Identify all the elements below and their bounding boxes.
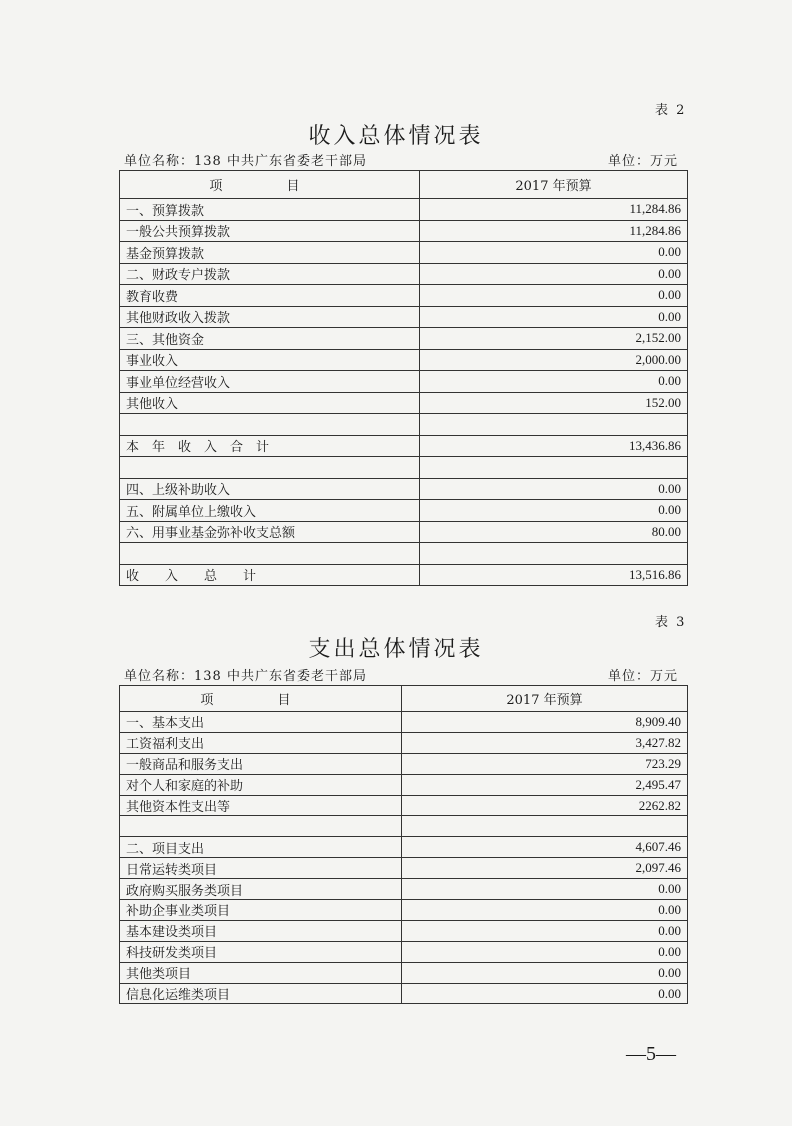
table-row xyxy=(120,500,688,522)
table-row xyxy=(120,306,688,328)
row-item: 二、项目支出 xyxy=(120,837,402,858)
row-amount: 152.00 xyxy=(420,392,688,414)
income-table xyxy=(119,170,688,586)
row-item: 三、其他资金 xyxy=(120,328,420,350)
row-item xyxy=(120,543,420,565)
table-row xyxy=(120,941,688,962)
row-item: 本 年 收 入 合 计 xyxy=(120,435,420,457)
header-item: 项 目 xyxy=(120,686,402,712)
row-item: 工资福利支出 xyxy=(120,732,402,753)
row-amount: 4,607.46 xyxy=(402,837,688,858)
row-item: 一、基本支出 xyxy=(120,712,402,733)
table2-tag: 表 2 xyxy=(655,103,687,118)
header-item: 项 目 xyxy=(120,171,420,199)
table3-unit-name: 单位名称：138 中共广东省委老干部局 xyxy=(124,669,367,684)
table-row xyxy=(120,543,688,565)
row-amount xyxy=(420,457,688,479)
row-amount xyxy=(402,816,688,837)
row-item: 其他收入 xyxy=(120,392,420,414)
row-item: 教育收费 xyxy=(120,285,420,307)
row-amount: 13,436.86 xyxy=(420,435,688,457)
row-amount: 0.00 xyxy=(402,983,688,1004)
table3-tag: 表 3 xyxy=(655,615,687,630)
row-item: 基本建设类项目 xyxy=(120,920,402,941)
row-item xyxy=(120,414,420,436)
table-row xyxy=(120,962,688,983)
table-row xyxy=(120,712,688,733)
row-item: 基金预算拨款 xyxy=(120,242,420,264)
row-amount: 11,284.86 xyxy=(420,220,688,242)
row-item: 事业单位经营收入 xyxy=(120,371,420,393)
row-item: 科技研发类项目 xyxy=(120,941,402,962)
table-row xyxy=(120,521,688,543)
row-amount: 2262.82 xyxy=(402,795,688,816)
table-row xyxy=(120,349,688,371)
row-amount: 11,284.86 xyxy=(420,199,688,221)
row-item: 其他类项目 xyxy=(120,962,402,983)
table2-title: 收入总体情况表 xyxy=(308,124,484,149)
row-amount: 3,427.82 xyxy=(402,732,688,753)
row-amount: 0.00 xyxy=(420,478,688,500)
table-row xyxy=(120,900,688,921)
table-row xyxy=(120,328,688,350)
table-row xyxy=(120,858,688,879)
table3-unit: 单位：万元 xyxy=(608,669,679,684)
table-row xyxy=(120,753,688,774)
row-item: 其他财政收入拨款 xyxy=(120,306,420,328)
row-item: 其他资本性支出等 xyxy=(120,795,402,816)
row-amount: 723.29 xyxy=(402,753,688,774)
row-item: 二、财政专户拨款 xyxy=(120,263,420,285)
row-amount xyxy=(420,543,688,565)
row-amount: 0.00 xyxy=(402,900,688,921)
row-amount: 0.00 xyxy=(402,879,688,900)
row-item: 补助企事业类项目 xyxy=(120,900,402,921)
row-item: 对个人和家庭的补助 xyxy=(120,774,402,795)
row-amount: 13,516.86 xyxy=(420,564,688,586)
row-item: 六、用事业基金弥补收支总额 xyxy=(120,521,420,543)
row-amount: 8,909.40 xyxy=(402,712,688,733)
row-item xyxy=(120,457,420,479)
table-row xyxy=(120,920,688,941)
row-amount: 0.00 xyxy=(402,941,688,962)
row-amount: 80.00 xyxy=(420,521,688,543)
table-row xyxy=(120,263,688,285)
row-amount: 0.00 xyxy=(420,371,688,393)
row-item: 一般商品和服务支出 xyxy=(120,753,402,774)
row-amount xyxy=(420,414,688,436)
table-row xyxy=(120,435,688,457)
row-item: 四、上级补助收入 xyxy=(120,478,420,500)
table-row xyxy=(120,816,688,837)
row-amount: 0.00 xyxy=(420,263,688,285)
expenditure-table xyxy=(119,685,688,1004)
header-budget: 2017 年预算 xyxy=(402,686,688,712)
row-item: 一般公共预算拨款 xyxy=(120,220,420,242)
row-item: 五、附属单位上缴收入 xyxy=(120,500,420,522)
row-item: 政府购买服务类项目 xyxy=(120,879,402,900)
row-item: 日常运转类项目 xyxy=(120,858,402,879)
page-number: —5— xyxy=(626,1043,676,1065)
row-item: 信息化运维类项目 xyxy=(120,983,402,1004)
table2-unit: 单位：万元 xyxy=(608,154,679,169)
table-row xyxy=(120,371,688,393)
table-row xyxy=(120,457,688,479)
row-amount: 2,000.00 xyxy=(420,349,688,371)
table-header-row xyxy=(120,171,688,199)
table-header-row xyxy=(120,686,688,712)
table-row xyxy=(120,774,688,795)
table-row xyxy=(120,983,688,1004)
row-amount: 0.00 xyxy=(402,920,688,941)
table-row xyxy=(120,220,688,242)
table3-title: 支出总体情况表 xyxy=(308,637,484,662)
table-row xyxy=(120,795,688,816)
row-item xyxy=(120,816,402,837)
table-row xyxy=(120,478,688,500)
table-row xyxy=(120,392,688,414)
row-amount: 0.00 xyxy=(420,500,688,522)
table-row xyxy=(120,242,688,264)
table-row xyxy=(120,285,688,307)
row-amount: 0.00 xyxy=(402,962,688,983)
table-row xyxy=(120,414,688,436)
row-amount: 0.00 xyxy=(420,242,688,264)
row-amount: 0.00 xyxy=(420,306,688,328)
row-item: 一、预算拨款 xyxy=(120,199,420,221)
row-amount: 2,097.46 xyxy=(402,858,688,879)
table2-unit-name: 单位名称：138 中共广东省委老干部局 xyxy=(124,154,367,169)
row-item: 事业收入 xyxy=(120,349,420,371)
table-row xyxy=(120,199,688,221)
row-amount: 0.00 xyxy=(420,285,688,307)
row-amount: 2,152.00 xyxy=(420,328,688,350)
row-item: 收 入 总 计 xyxy=(120,564,420,586)
table-row xyxy=(120,732,688,753)
row-amount: 2,495.47 xyxy=(402,774,688,795)
table-row xyxy=(120,564,688,586)
header-budget: 2017 年预算 xyxy=(420,171,688,199)
table-row xyxy=(120,879,688,900)
table-row xyxy=(120,837,688,858)
